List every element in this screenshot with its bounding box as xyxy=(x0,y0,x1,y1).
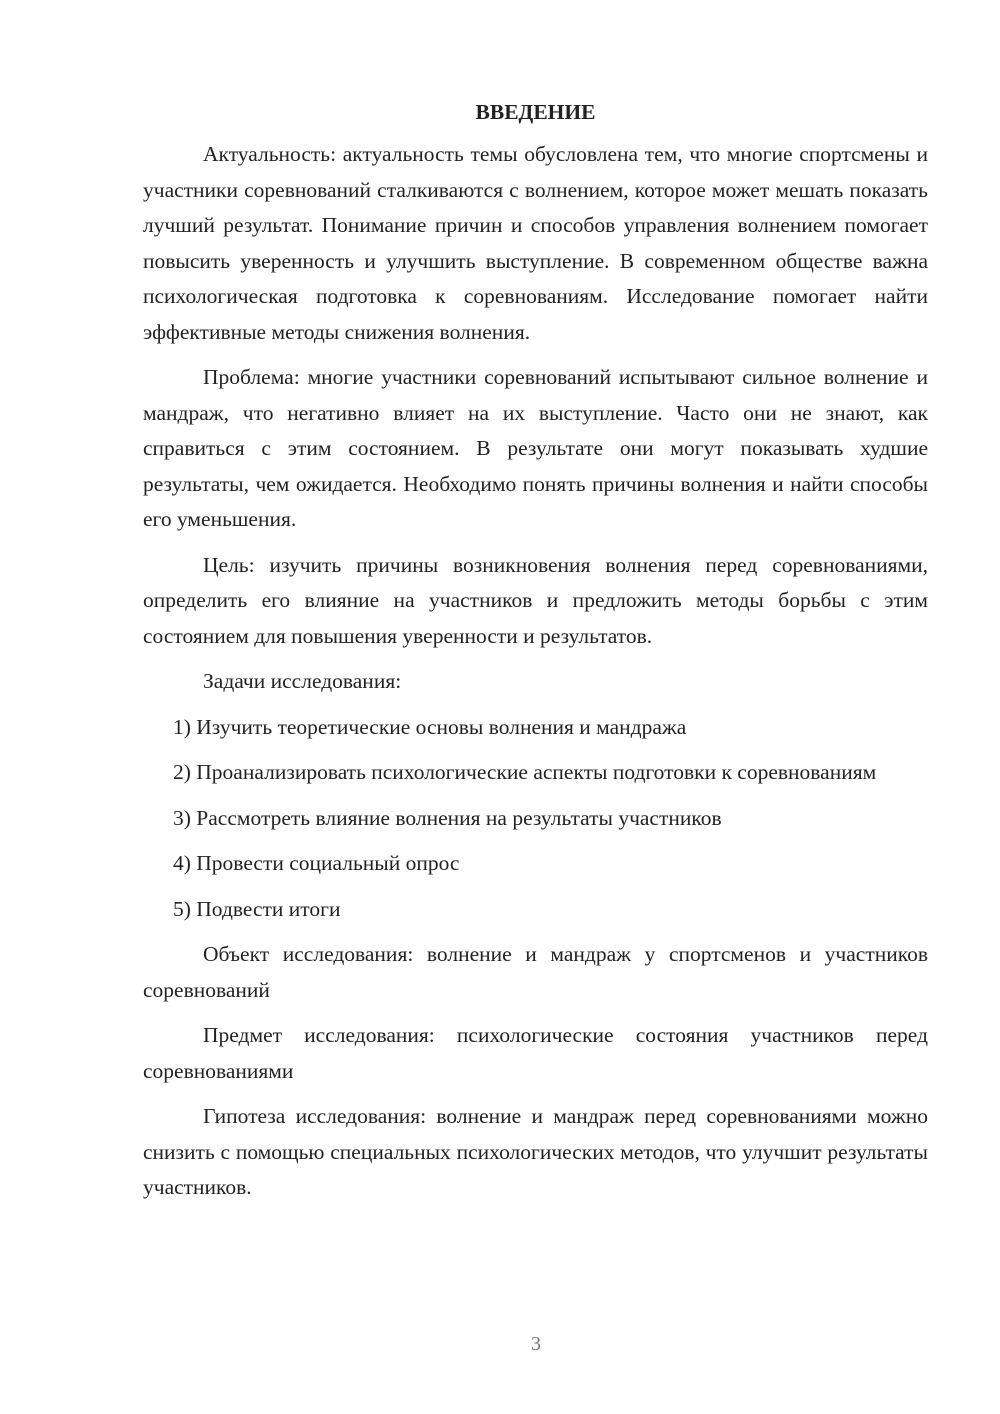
hypothesis-paragraph: Гипотеза исследования: волнение и мандраж перед соревнованиями можно снизить с помощью специальных психологических методов, что улучшит результаты участников. xyxy=(143,1104,928,1199)
subject-paragraph: Предмет исследования: психологические состояния участников перед соревнованиями xyxy=(143,1023,928,1083)
document-page xyxy=(143,95,928,1206)
page-number: 3 xyxy=(531,1333,541,1355)
relevance-paragraph: Актуальность: актуальность темы обусловлена тем, что многие спортсмены и участники соревнований сталкиваются с волнением, которое может мешать показать лучший результат. Понимание причин и способов управления волнением помогает повысить уверенность и улучшить выступление. В современном обществе важна психологическая подготовка к соревнованиям. Исследование помогает найти эффективные методы снижения волнения. xyxy=(143,142,928,344)
task-item-4: 4) Провести социальный опрос xyxy=(173,851,460,875)
goal-paragraph: Цель: изучить причины возникновения волнения перед соревнованиями, определить его влияние на участников и предложить методы борьбы с этим состоянием для повышения уверенности и результатов. xyxy=(143,552,928,648)
tasks-heading: Задачи исследования: xyxy=(203,669,402,693)
task-item-1: 1) Изучить теоретические основы волнения и мандража xyxy=(173,714,687,739)
task-item-3: 3) Рассмотреть влияние волнения на результаты участников xyxy=(173,805,722,830)
task-item-5: 5) Подвести итоги xyxy=(173,896,341,921)
problem-paragraph: Проблема: многие участники соревнований испытывают сильное волнение и мандраж, что негативно влияет на их выступление. Часто они не знают, как справиться с этим состоянием. В результате они могут показывать худшие результаты, чем ожидается. Необходимо понять причины волнения и найти способы его уменьшения. xyxy=(143,365,928,531)
section-title: ВВЕДЕНИЕ xyxy=(475,100,596,124)
object-paragraph: Объект исследования: волнение и мандраж у спортсменов и участников соревнований xyxy=(143,942,928,1002)
task-item-2: 2) Проанализировать психологические аспекты подготовки к соревнованиям xyxy=(173,760,877,784)
